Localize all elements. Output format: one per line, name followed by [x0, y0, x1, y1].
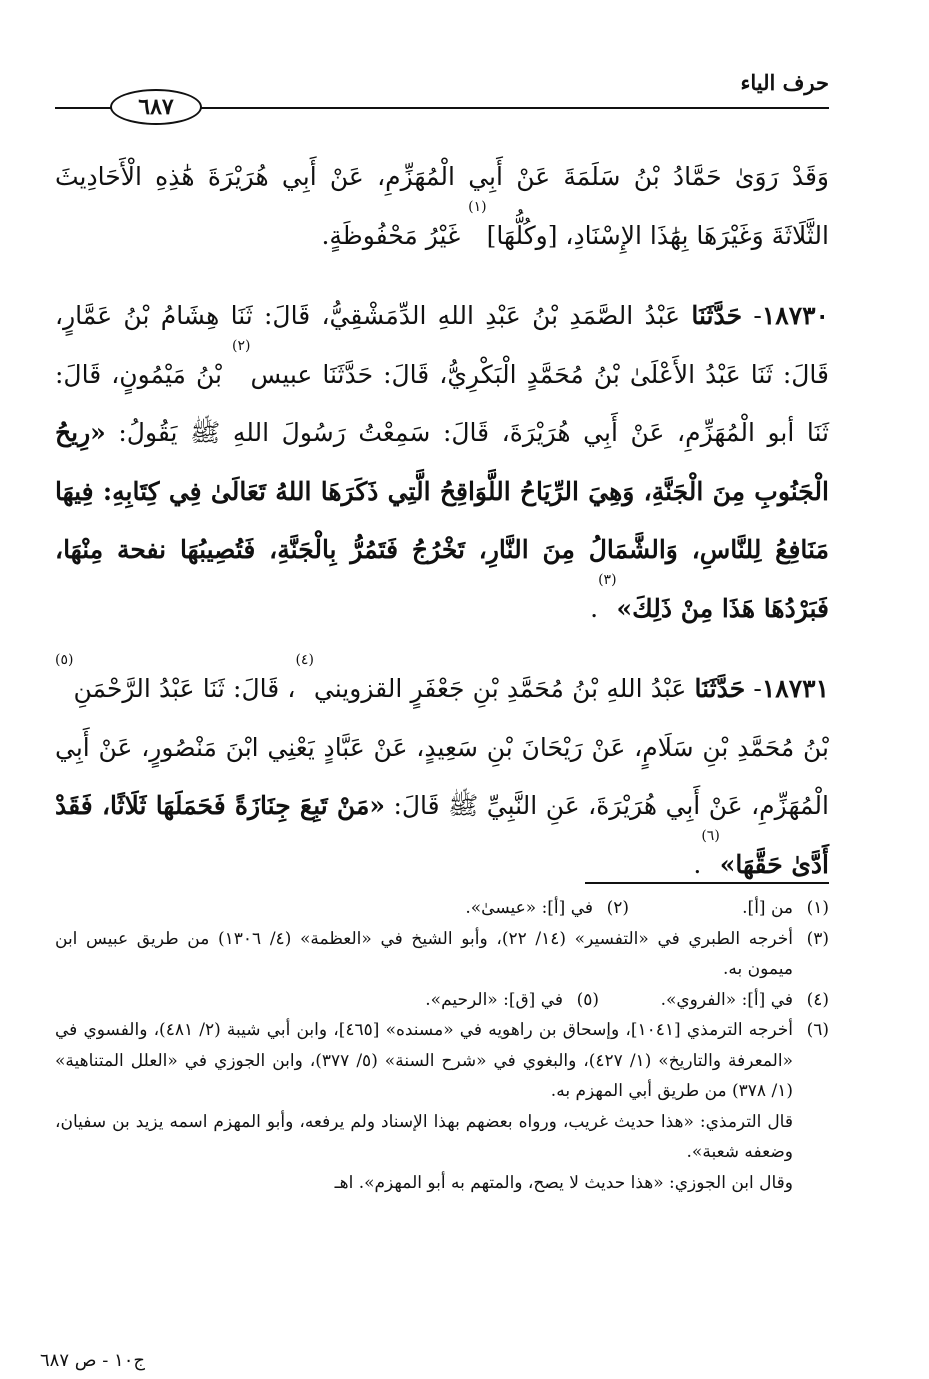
footnote-row-1-2 — [55, 893, 829, 924]
hadith-end: . — [693, 849, 702, 879]
hadith-number: ١٨٧٣٠ — [761, 301, 829, 330]
footnote-text: أخرجه الطبري في «التفسير» (١٤/ ٢٢)، وأبو الشيخ في «العظمة» (٤/ ١٣٠٦) من طريق عبيس ابن ميمون به. — [55, 928, 793, 979]
isnad-part-c: بْنُ مُحَمَّدِ بْنِ سَلَامٍ، عَنْ رَيْحَانَ بْنِ سَعِيدٍ، عَنْ عَبَّادٍ يَعْنِي ابْنَ مَنْصُورٍ، عَنْ أَبِي الْمُهَزِّمِ، عَنْ أَبِي هُرَيْرَةَ، عَنِ النَّبِيِّ ﷺ قَالَ: — [55, 732, 829, 820]
footnote-5 — [399, 985, 599, 1016]
footnote-ref-2[interactable]: (٢) — [231, 337, 251, 354]
isnad-part-b: بْنُ مَيْمُونٍ، قَالَ: ثَنَا أبو الْمُهَزِّمِ، عَنْ أَبِي هُرَيْرَةَ، قَالَ: سَمِعْتُ رَسُولَ اللهِ ﷺ يَقُولُ: — [55, 359, 829, 447]
running-title: حرف الياء — [740, 70, 829, 95]
volume-page-signature: ج١٠ - ص ٦٨٧ — [40, 1350, 145, 1371]
hadith-end: . — [590, 593, 599, 623]
hadith-dash: - — [742, 301, 762, 330]
intro-line-1: وَقَدْ رَوَىٰ حَمَّادُ بْنُ سَلَمَةَ عَنْ أَبِي الْمُهَزِّمِ، عَنْ أَبِي هُرَيْرَةَ هَٰذِهِ الْأَحَادِيثَ — [55, 162, 829, 191]
footnote-number: (٤) — [806, 989, 829, 1010]
footnote-number: (٥) — [576, 989, 599, 1010]
isnad-part-a: عَبْدُ الصَّمَدِ بْنُ عَبْدِ اللهِ الدِّمَشْقِيُّ، قَالَ: ثَنَا هِشَامُ بْنُ عَمَّارٍ، قَالَ: ثَنَا عَبْدُ الأَعْلَىٰ بْنُ مُحَمَّدٍ الْبَكْرِيُّ، قَالَ: حَدَّثَنَا عبيس — [55, 301, 830, 389]
footnote-rule — [585, 882, 829, 884]
footnote-4 — [599, 985, 829, 1016]
footnote-ref-1[interactable]: (١) — [468, 198, 487, 215]
haddathana-keyword: حَدَّثَنَا — [691, 301, 743, 330]
footnote-1 — [629, 893, 829, 924]
footnote-6-ibn-jawzi: وقال ابن الجوزي: «هذا حديث لا يصح، والمتهم به أبو المهزم». اهـ — [334, 1172, 793, 1193]
isnad-part-b: ، قَالَ: ثَنَا عَبْدُ الرَّحْمَنِ — [73, 674, 296, 703]
footnotes — [55, 893, 829, 1198]
hadith-number: ١٨٧٣١ — [761, 674, 829, 703]
footnote-ref-5[interactable]: (٥) — [55, 652, 74, 668]
footnote-2 — [429, 893, 629, 924]
hadith-matn: «رِيحُ الْجَنُوبِ مِنَ الْجَنَّةِ، وَهِيَ الرِّيَاحُ اللَّوَاقِحُ الَّتِي ذَكَرَهَا اللهُ تَعَالَىٰ فِي كِتَابِهِ: فِيهَا مَنَافِعُ لِلنَّاسِ، وَالشَّمَالُ مِنَ النَّارِ، تَخْرُجُ فَتَمُرُّ بِالْجَنَّةِ، فَتُصِيبُهَا نفحة مِنْهَا، فَبَرْدُهَا هَذَا مِنْ ذَلِكَ» — [55, 418, 829, 623]
hadith-matn: «مَنْ تَبِعَ جِنَازَةً فَحَمَلَهَا ثَلَاثًا، فَقَدْ أَدَّىٰ حَقَّهَا» — [55, 791, 829, 879]
footnote-text: من [أ]. — [742, 898, 793, 918]
main-text — [55, 148, 829, 894]
intro-paragraph — [55, 148, 829, 265]
footnote-text: في [ق]: «الرحيم». — [425, 989, 563, 1010]
footnote-number: (١) — [806, 898, 829, 918]
intro-line-2b: غَيْرُ مَحْفُوظَةٍ. — [321, 220, 469, 250]
footnote-row-4-5 — [55, 985, 829, 1016]
footnote-number: (٣) — [806, 928, 829, 949]
hadith-18730 — [55, 287, 829, 638]
intro-line-2a: الثَّلَاثَةَ وَغَيْرَهَا بِهَٰذَا الإِسْنَادِ، [وكُلُّهَا] — [486, 220, 829, 250]
footnote-6 — [55, 1015, 829, 1107]
footnote-number: (٦) — [806, 1020, 829, 1040]
hadith-18731 — [55, 652, 829, 894]
page-number: ٦٨٧ — [110, 89, 202, 125]
hadith-dash: - — [745, 674, 762, 703]
footnote-text: في [أ]: «الفروي». — [660, 989, 793, 1010]
isnad-part-a: عَبْدُ اللهِ بْنُ مُحَمَّدِ بْنِ جَعْفَرٍ القزويني — [313, 674, 695, 703]
footnote-ref-4[interactable]: (٤) — [295, 652, 314, 668]
haddathana-keyword: حَدَّثَنَا — [694, 674, 746, 703]
footnote-number: (٢) — [606, 898, 629, 918]
footnote-ref-6[interactable]: (٦) — [701, 827, 720, 844]
footnote-3 — [55, 924, 829, 985]
footnote-ref-3[interactable]: (٣) — [598, 571, 617, 588]
footnote-text: في [أ]: «عيسىٰ». — [465, 898, 593, 918]
footnote-6-tirmidhi: قال الترمذي: «هذا حديث غريب، ورواه بعضهم بهذا الإسناد ولم يرفعه، وأبو المهزم اسمه يزيد بن سفيان، وضعفه شعبة». — [55, 1111, 793, 1162]
footnote-text: أخرجه الترمذي [١٠٤١]، وإسحاق بن راهويه في «مسنده» [٤٦٥]، وابن أبي شيبة (٢/ ٤٨١)، والفسوي في «المعرفة والتاريخ» (١/ ٤٢٧)، والبغوي في «شرح السنة» (٥/ ٣٧٧)، وابن الجوزي في «العلل المتناهية» (١/ ٣٧٨) من طريق أبي المهزم به. — [55, 1020, 793, 1101]
